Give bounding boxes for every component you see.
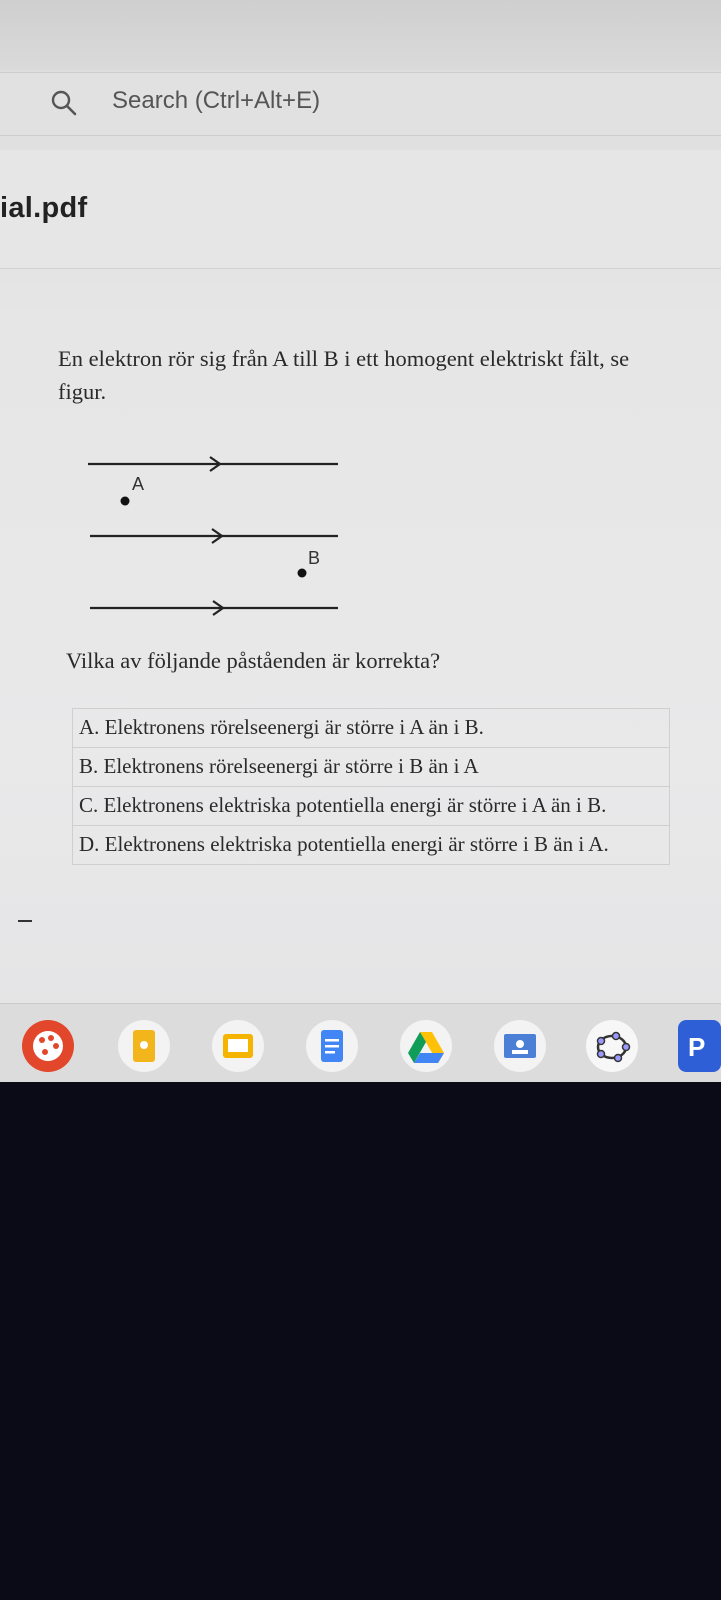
document-title: ial.pdf (0, 192, 88, 224)
option-d: D. Elektronens elektriska potentiella energi är större i B än i A. (79, 832, 609, 856)
classroom-icon[interactable] (494, 1020, 546, 1072)
pdf-app-icon[interactable] (678, 1020, 721, 1072)
geogebra-icon[interactable] (586, 1020, 638, 1072)
question-text: En elektron rör sig från A till B i ett homogent elektriskt fält, se figur. (58, 346, 630, 404)
electric-field-figure (80, 450, 360, 630)
option-c: C. Elektronens elektriska potentiella energi är större i A än i B. (73, 787, 669, 826)
taskbar-shelf (0, 1003, 721, 1084)
search-icon[interactable] (50, 89, 78, 117)
keep-icon[interactable] (118, 1020, 170, 1072)
options-table (72, 708, 670, 865)
docs-icon[interactable] (306, 1020, 358, 1072)
point-a (121, 497, 130, 506)
option-b: B. Elektronens rörelseenergi är större i B än i A (73, 748, 669, 787)
page-mark (18, 920, 32, 922)
drive-icon[interactable] (400, 1020, 452, 1072)
point-a-label: A (132, 474, 145, 494)
slides-icon[interactable] (212, 1020, 264, 1072)
window-top-area (0, 0, 721, 70)
search-input[interactable]: Search (Ctrl+Alt+E) (112, 87, 321, 114)
option-a: A. Elektronens rörelseenergi är större i A än i B. (73, 709, 669, 748)
palette-icon[interactable] (22, 1020, 74, 1072)
point-b (298, 569, 307, 578)
point-b-label: B (308, 548, 321, 568)
svg-text:P: P (688, 1032, 706, 1062)
pdf-page (0, 270, 721, 1030)
document-header (0, 150, 721, 269)
dark-background (0, 1082, 721, 1600)
search-bar[interactable] (0, 72, 721, 136)
question-prompt: Vilka av följande påståenden är korrekta? (66, 648, 441, 673)
